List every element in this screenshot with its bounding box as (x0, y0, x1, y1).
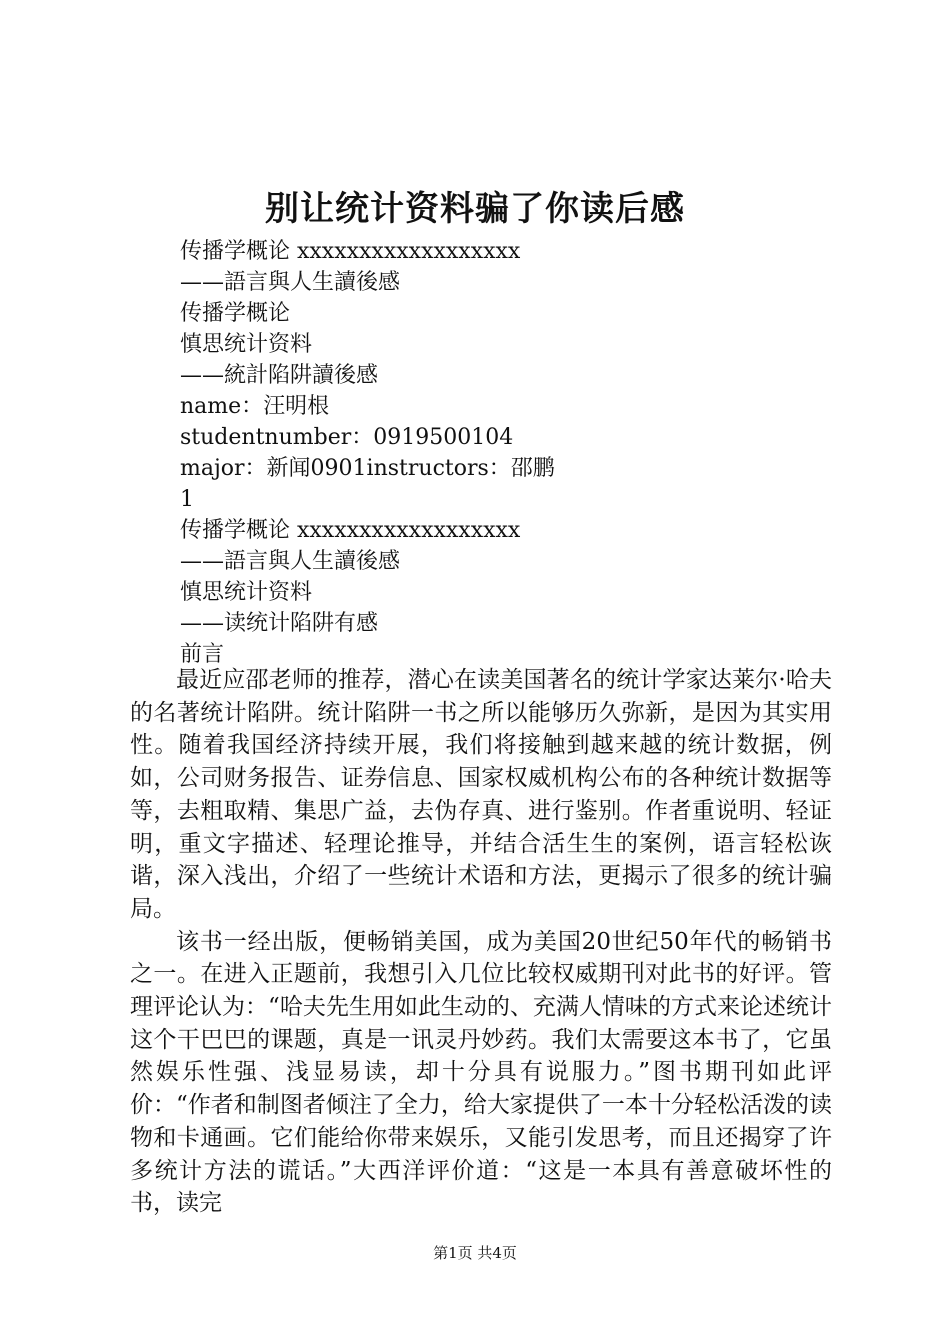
text-line: 前言 (180, 642, 225, 667)
paragraph: 最近应邵老师的推荐，潜心在读美国著名的统计学家达莱尔·哈夫的名著统计陷阱。统计陷阱一书之所以能够历久弥新，是因为其实用性。随着我国经济持续开展，我们将接触到越来越的统计数据，例如，公司财务报告、证券信息、国家权威机构公布的各种统计数据等等，去粗取精、集思广益，去伪存真、进行鉴别。作者重说明、轻证明，重文字描述、轻理论推导，并结合活生生的案例，语言轻松诙谐，深入浅出，介绍了一些统计术语和方法，更揭示了很多的统计骗局。 (130, 667, 832, 922)
text-line: 慎思统计资料 (180, 580, 313, 605)
body-text (130, 664, 832, 1220)
text-line: ——語言與人生讀後感 (180, 549, 401, 574)
text-line: ——读统计陷阱有感 (180, 611, 379, 636)
paragraph: 该书一经出版，便畅销美国，成为美国20世纪50年代的畅销书之一。在进入正题前，我想引入几位比较权威期刊对此书的好评。管理评论认为：“哈夫先生用如此生动的、充满人情味的方式来论述统计这个干巴巴的课题，真是一讯灵丹妙药。我们太需要这本书了，它虽然娱乐性强、浅显易读，却十分具有说服力。”图书期刊如此评价：“作者和制图者倾注了全力，给大家提供了一本十分轻松活泼的读物和卡通画。它们能给你带来娱乐，又能引发思考，而且还揭穿了许多统计方法的谎话。”大西洋评价道：“这是一本具有善意破坏性的书，读完 (130, 928, 832, 1217)
text-line: major：新闻0901instructors：邵鹏 (180, 456, 555, 481)
text-line: ——語言與人生讀後感 (180, 270, 401, 295)
page-footer: 第1页 共4页 (433, 1244, 517, 1262)
text-line: 传播学概论 (180, 301, 291, 326)
text-line: name：汪明根 (180, 394, 330, 419)
text-line: 1 (180, 487, 194, 512)
text-line: 传播学概论 xxxxxxxxxxxxxxxxxx (180, 518, 521, 543)
text-line: 传播学概论 xxxxxxxxxxxxxxxxxx (180, 239, 521, 264)
header-lines (180, 236, 860, 670)
text-line: ——統計陷阱讀後感 (180, 363, 379, 388)
text-line: 慎思统计资料 (180, 332, 313, 357)
text-line: studentnumber：0919500104 (180, 425, 514, 450)
document-title: 别让统计资料骗了你读后感 (265, 189, 685, 229)
